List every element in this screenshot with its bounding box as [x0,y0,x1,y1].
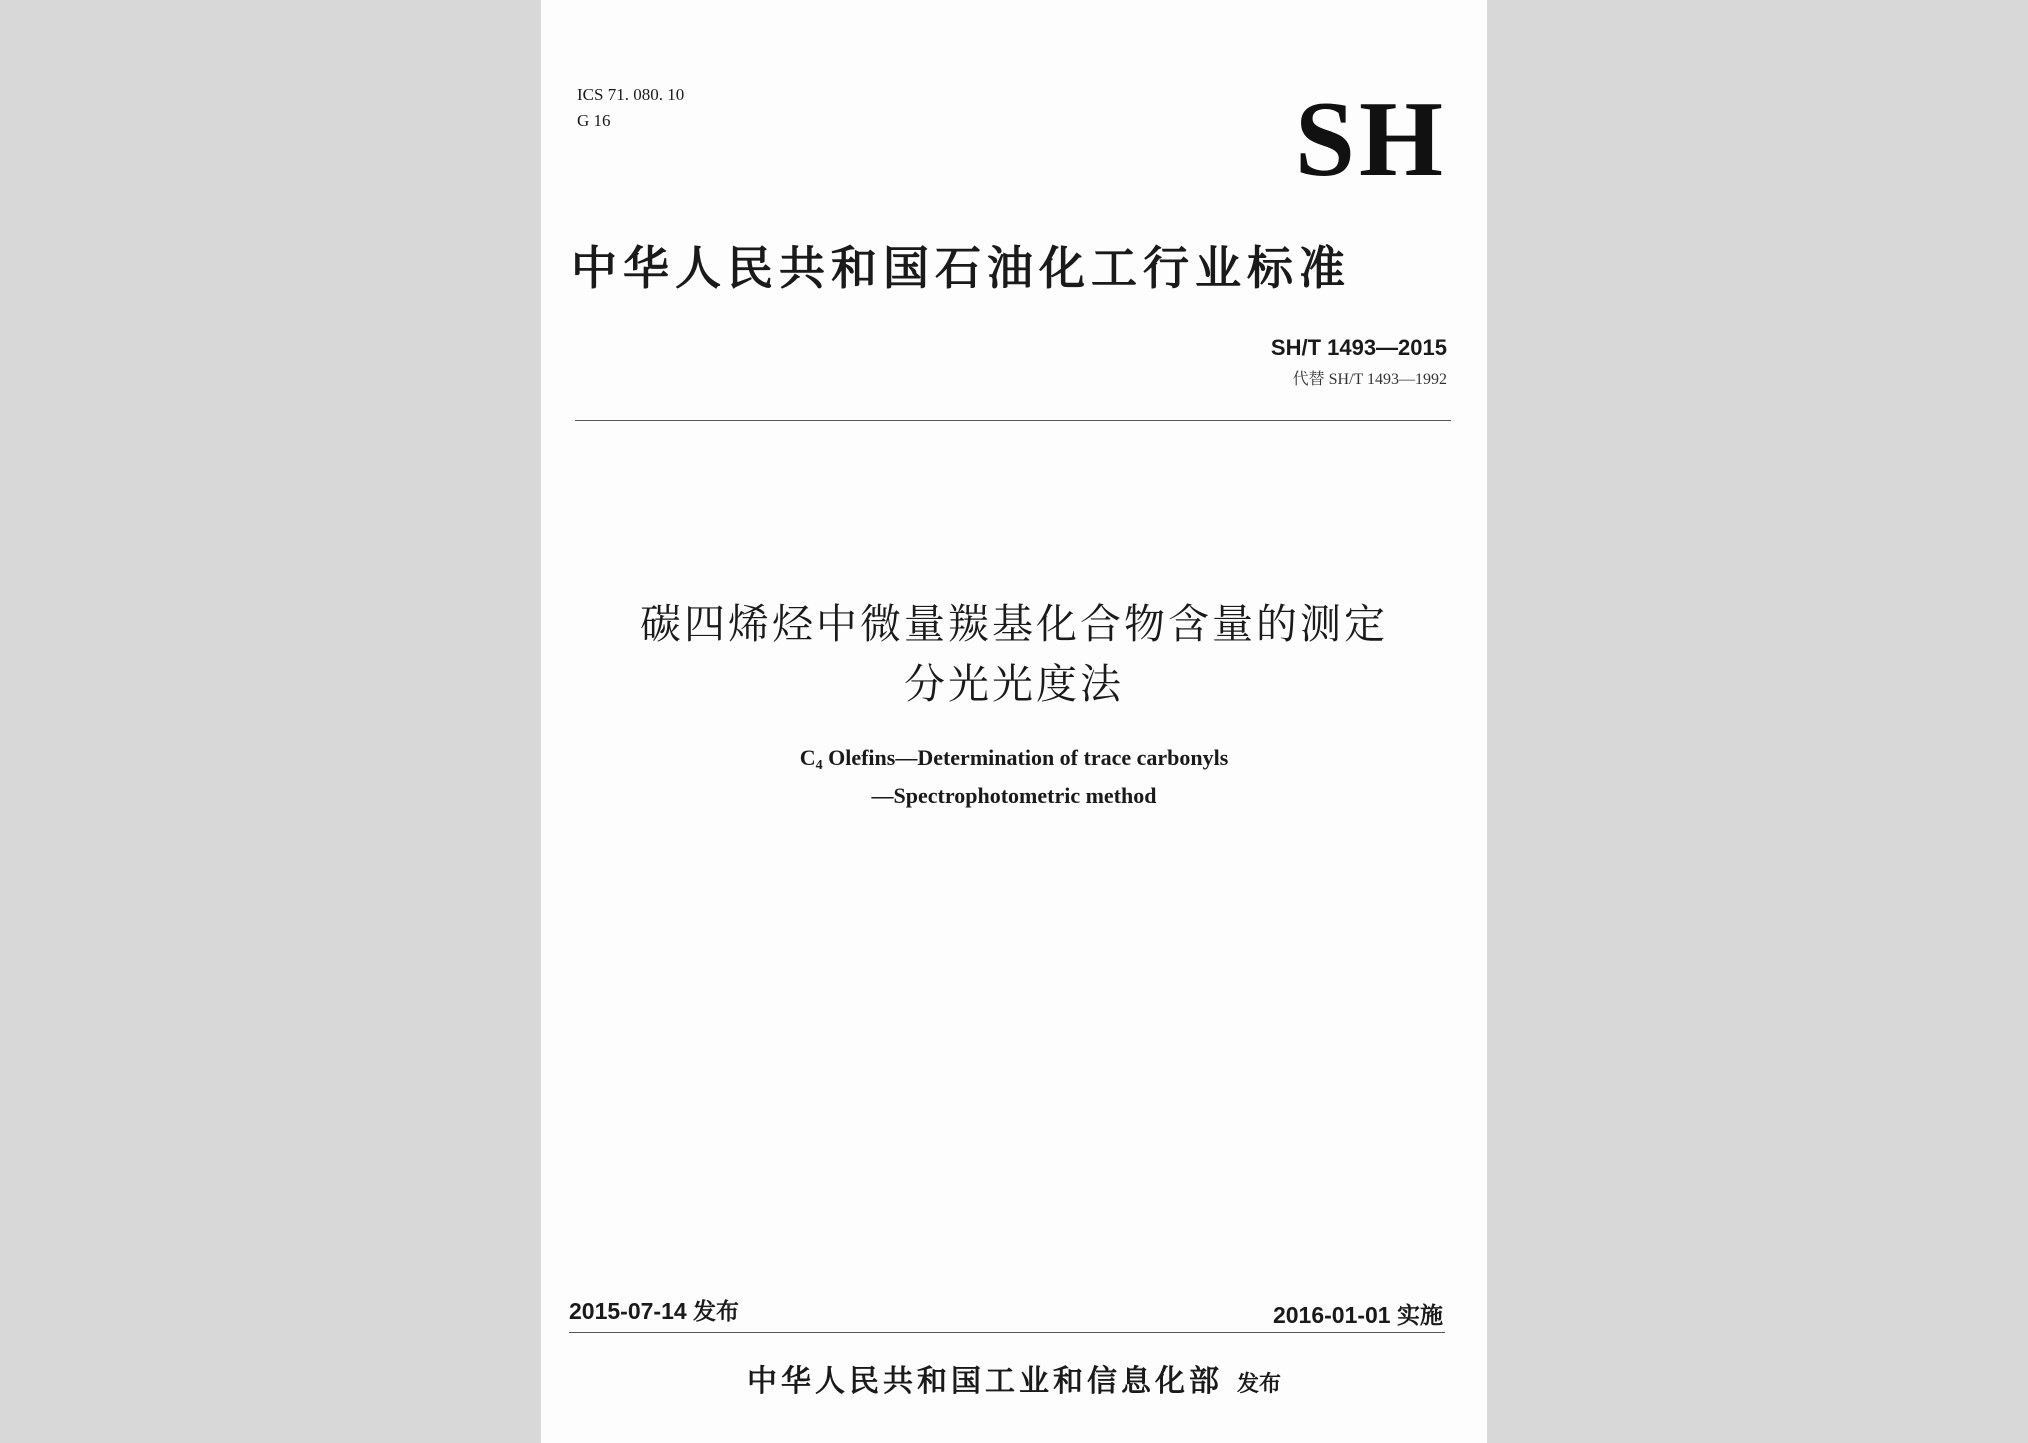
issue-date: 2015-07-14 发布 [569,1298,740,1324]
classification-code: G 16 [577,111,611,130]
standard-cover-page [541,0,1487,1443]
en-title-prefix: C [799,745,816,770]
standard-number: SH/T 1493—2015 [1270,335,1447,360]
footer-divider [569,1332,1445,1333]
replaces-standard: 代替 SH/T 1493—1992 [1292,371,1447,388]
document-title-zh-line-2: 分光光度法 [904,660,1124,708]
document-title-en-line-2: —Spectrophotometric method [871,783,1157,808]
ics-code: ICS 71. 080. 10 [577,85,685,104]
publisher-name: 中华人民共和国工业和信息化部 [746,1364,1223,1399]
sh-logo: SH [1294,80,1447,199]
publisher-suffix: 发布 [1236,1372,1281,1397]
standard-category-title: 中华人民共和国石油化工行业标准 [571,241,1351,295]
en-title-rest: Olefins—Determination of trace carbonyls [822,745,1229,770]
publisher-line [541,1362,1487,1405]
header-divider [575,420,1451,421]
document-title-en-line-1 [541,743,1487,781]
implementation-date: 2016-01-01 实施 [1272,1302,1443,1328]
document-title-zh-line-1: 碳四烯烃中微量羰基化合物含量的测定 [640,600,1388,648]
en-title-subscript: 4 [815,758,823,773]
